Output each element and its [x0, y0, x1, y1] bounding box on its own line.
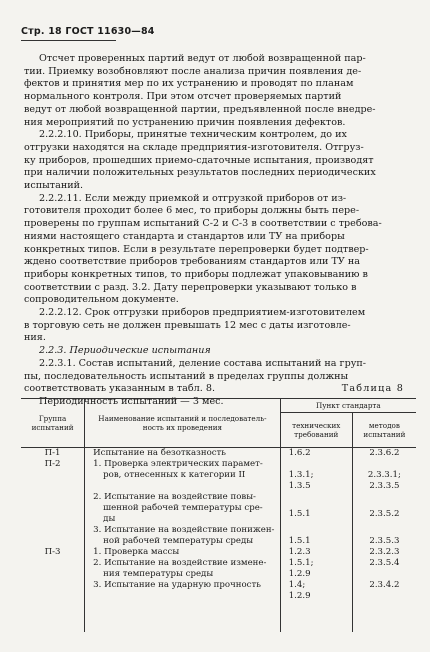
table-8	[21, 395, 416, 632]
cell-line: 1.2.3	[288, 547, 311, 557]
cell-group: П-3	[21, 547, 85, 558]
cell-line: 1.4;	[288, 580, 306, 590]
cell-group: П-1	[21, 448, 85, 460]
cell-meth	[352, 558, 416, 580]
cell-line: ров, отнесенных к категории II	[103, 470, 246, 480]
text-line: в торговую сеть не должен превышать 12 мес с даты изготовле-	[24, 319, 351, 331]
text-line: 2.2.3.1. Состав испытаний, деление состава испытаний на груп-	[39, 357, 366, 369]
cell-line: 1. Проверка электрических парамет-	[93, 459, 263, 469]
cell-line: 1.2.9	[288, 569, 311, 579]
cell-line: 2.3.3.1;	[367, 470, 401, 480]
cell-line: 2.3.2.3	[369, 547, 400, 557]
header-standard-point: Пункт стандарта	[280, 399, 416, 413]
cell-line: 1. Проверка массы	[93, 547, 180, 557]
cell-req	[280, 459, 352, 492]
cell-meth	[352, 448, 416, 460]
section-heading-2-2-3	[24, 345, 408, 358]
cell-line: 1.2.9	[288, 591, 311, 601]
table-row	[21, 525, 416, 547]
body-text	[24, 53, 408, 409]
paragraph-continuation	[24, 66, 408, 130]
cell-meth	[352, 492, 416, 525]
text-line: соответствовать указанным в табл. 8.	[24, 383, 216, 395]
text-line: соответствии с разд. 3.2. Дату перепроверки указывают только в	[24, 281, 357, 293]
page-header: Стр. 18 ГОСТ 11630—84	[21, 26, 155, 37]
paragraph-2-2-2-11	[24, 193, 408, 206]
text-line: пы, последовательность испытаний в пределах группы должны	[24, 370, 349, 382]
cell-line: 3. Испытание на воздействие понижен-	[93, 525, 275, 535]
cell-name	[85, 492, 281, 525]
cell-group	[21, 558, 85, 580]
text-line: нормального контроля. При этом отсчет проверяемых партий	[24, 91, 342, 103]
text-line: конкретных типов. Если в результате перепроверки будет подтвер-	[24, 243, 369, 255]
paragraph-2-2-3-1	[24, 358, 408, 371]
text-line: 2.2.2.12. Срок отгрузки приборов предприятием-изготовителем	[39, 307, 366, 319]
table-caption: Таблица 8	[341, 383, 404, 394]
text-line: Отсчет проверенных партий ведут от любой возвращенной пар-	[39, 53, 366, 64]
text-line: отгрузки находятся на складе предприятия-изготовителя. Отгруз-	[24, 141, 364, 153]
cell-line: Испытание на безотказность	[93, 448, 226, 458]
paragraph-continuation	[24, 320, 408, 345]
cell-name	[85, 459, 281, 492]
header-requirements: технических требований	[280, 413, 352, 448]
cell-meth	[352, 459, 416, 492]
table-row	[21, 459, 416, 492]
text-line: ведут от любой возвращенной партии, предъявленной после внедре-	[24, 103, 376, 115]
text-line: ку приборов, прошедших приемо-сдаточные испытания, производят	[24, 154, 374, 166]
cell-name	[85, 580, 281, 632]
cell-line: ной рабочей температуры среды	[103, 536, 254, 546]
text-line: фектов и принятия мер по их устранению и проводят по планам	[24, 78, 354, 90]
cell-line: 2.3.5.2	[369, 509, 400, 519]
table-row	[21, 580, 416, 632]
text-line: ния мероприятий по устранению причин появления дефектов.	[24, 116, 346, 128]
text-line: сопроводительном документе.	[24, 294, 179, 306]
cell-line: 2.3.5.3	[369, 536, 400, 546]
cell-req	[280, 492, 352, 525]
text-line: ния.	[24, 332, 46, 344]
cell-line: 2.3.6.2	[369, 448, 400, 458]
header-name: Наименование испытаний и последователь- ность их проведения	[85, 399, 281, 448]
cell-line: ния температуры среды	[103, 569, 214, 579]
header-group: Группа испытаний	[21, 399, 85, 448]
text-line: готовителя проходит более 6 мес, то приборы должны быть пере-	[24, 205, 360, 217]
cell-meth	[352, 547, 416, 558]
cell-req	[280, 547, 352, 558]
paragraph-2-2-2-10	[24, 129, 408, 142]
text-line: ниями настоящего стандарта и стандартов или ТУ на приборы	[24, 230, 345, 242]
cell-name	[85, 448, 281, 460]
cell-meth	[352, 580, 416, 632]
cell-req	[280, 580, 352, 632]
text-line: 2.2.2.10. Приборы, принятые техническим контролем, до их	[39, 129, 347, 141]
text-line: при наличии положительных результатов последних периодических	[24, 167, 376, 179]
cell-req	[280, 525, 352, 547]
table-row	[21, 547, 416, 558]
cell-line: 3. Испытание на ударную прочность	[93, 580, 261, 590]
text-line: приборы конкретных типов, то приборы подлежат упаковыванию в	[24, 268, 368, 280]
cell-name	[85, 558, 281, 580]
cell-line: 1.5.1	[288, 536, 311, 546]
text-line: тии. Приемку возобновляют после анализа причин появления де-	[24, 65, 362, 77]
table-row	[21, 492, 416, 525]
cell-line: 2.3.4.2	[369, 580, 400, 590]
cell-line: 1.5.1;	[288, 558, 314, 568]
paragraph-continuation	[24, 205, 408, 307]
cell-group	[21, 492, 85, 525]
paragraph-continuation	[24, 142, 408, 193]
text-line: Периодичность испытаний — 3 мес.	[39, 395, 224, 407]
header-methods: методов испытаний	[352, 413, 416, 448]
cell-line: 2.3.3.5	[369, 481, 400, 491]
paragraph	[24, 53, 408, 66]
cell-line: ды	[103, 514, 116, 524]
table-row	[21, 448, 416, 460]
cell-req	[280, 558, 352, 580]
table-row	[21, 558, 416, 580]
cell-group	[21, 580, 85, 632]
cell-req	[280, 448, 352, 460]
cell-group: П-2	[21, 459, 85, 492]
cell-name	[85, 525, 281, 547]
cell-name	[85, 547, 281, 558]
text-line: проверены по группам испытаний С-2 и С-3 в соответствии с требова-	[24, 218, 382, 230]
table-body	[21, 448, 416, 633]
cell-group	[21, 525, 85, 547]
text-line: ждено соответствие приборов требованиям стандартов или ТУ на	[24, 256, 360, 268]
text-line: 2.2.2.11. Если между приемкой и отгрузкой приборов от из-	[39, 192, 347, 204]
cell-line: 2.3.5.4	[369, 558, 400, 568]
cell-line: 1.5.1	[288, 509, 311, 519]
cell-line: 1.3.1;	[288, 470, 314, 480]
cell-line: 2. Испытание на воздействие измене-	[93, 558, 267, 568]
cell-line: 1.3.5	[288, 481, 311, 491]
paragraph-2-2-2-12	[24, 307, 408, 320]
header-rule	[21, 40, 116, 41]
cell-line: 2. Испытание на воздействие повы-	[93, 492, 256, 502]
text-line: испытаний.	[24, 180, 84, 192]
text-line: 2.2.3. Периодические испытания	[39, 345, 211, 357]
cell-line: шенной рабочей температуры сре-	[103, 503, 263, 513]
cell-line: 1.6.2	[288, 448, 311, 458]
cell-meth	[352, 525, 416, 547]
